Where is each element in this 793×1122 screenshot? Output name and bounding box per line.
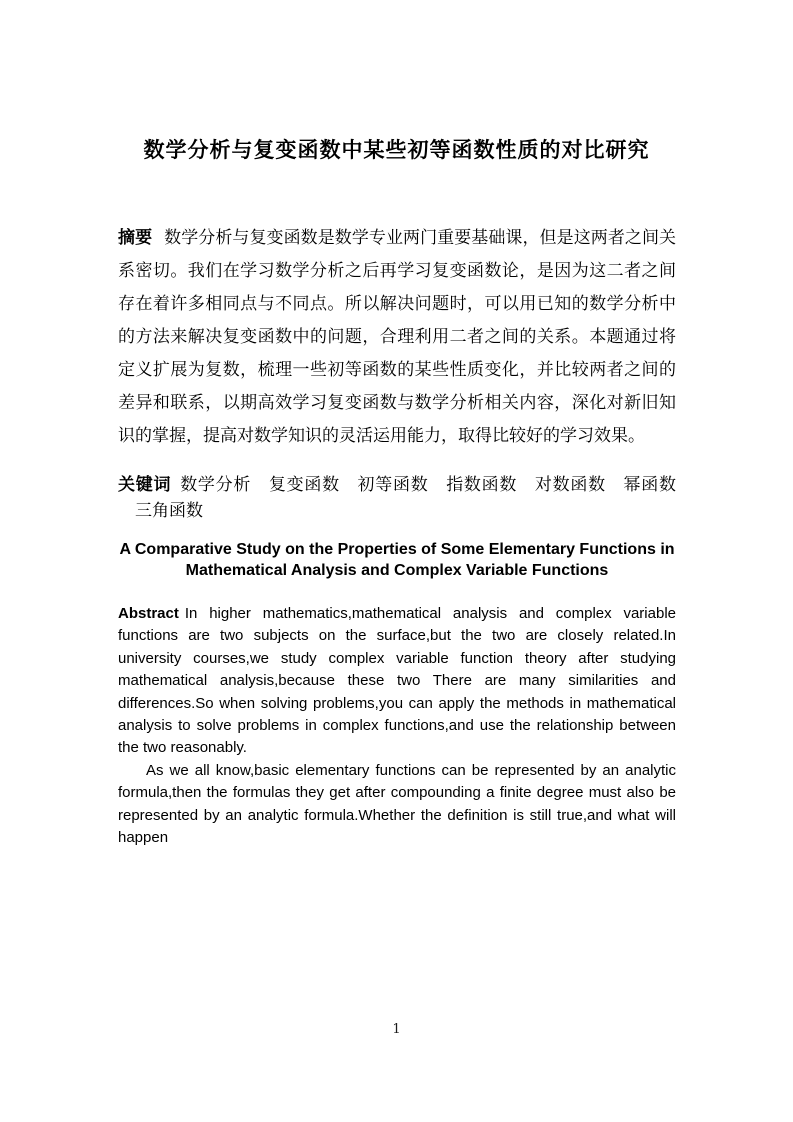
english-abstract-paragraph-2: As we all know,basic elementary functions can be represented by an analytic formula,then the formulas they get after compounding a finite degree must also be represented by an analytic formula.Whether the definition is still true,and what will happen <box>118 761 676 847</box>
page-number: 1 <box>392 1022 401 1037</box>
english-abstract-paragraph-1 <box>118 603 676 760</box>
english-title-line2: Mathematical Analysis and Complex Variable Functions <box>185 562 609 579</box>
english-abstract <box>118 603 676 849</box>
english-title <box>118 539 676 581</box>
english-title-line1: A Comparative Study on the Properties of Some Elementary Functions in <box>119 541 675 558</box>
chinese-keywords <box>118 472 676 524</box>
chinese-abstract-text: 数学分析与复变函数是数学专业两门重要基础课，但是这两者之间关系密切。我们在学习数学分析之后再学习复变函数论，是因为这二者之间存在着许多相同点与不同点。所以解决问题时，可以用已知的数学分析中的方法来解决复变函数中的问题，合理利用二者之间的关系。本题通过将定义扩展为复数，梳理一些初等函数的某些性质变化，并比较两者之间的差异和联系，以期高效学习复变函数与数学分析相关内容，深化对新旧知识的掌握，提高对数学知识的灵活运用能力，取得比较好的学习效果。 <box>118 228 677 446</box>
chinese-abstract <box>118 222 676 453</box>
chinese-keywords-label: 关键词 <box>118 475 172 495</box>
english-abstract-text-1: In higher mathematics,mathematical analysis and complex variable functions are two subjects on the surface,but the two are closely related.In university courses,we study complex variable function theory after studying mathematical analysis,because these two There are many similarities and differences.So when solving problems,you can apply the methods in mathematical analysis to solve problems in complex functions,and use the relationship between the two reasonably. <box>118 605 676 757</box>
chinese-abstract-label: 摘要 <box>118 228 153 248</box>
chinese-keywords-text: 数学分析 复变函数 初等函数 指数函数 对数函数 幂函数 三角函数 <box>135 475 677 521</box>
english-abstract-label: Abstract <box>118 605 179 622</box>
chinese-title: 数学分析与复变函数中某些初等函数性质的对比研究 <box>143 137 650 163</box>
